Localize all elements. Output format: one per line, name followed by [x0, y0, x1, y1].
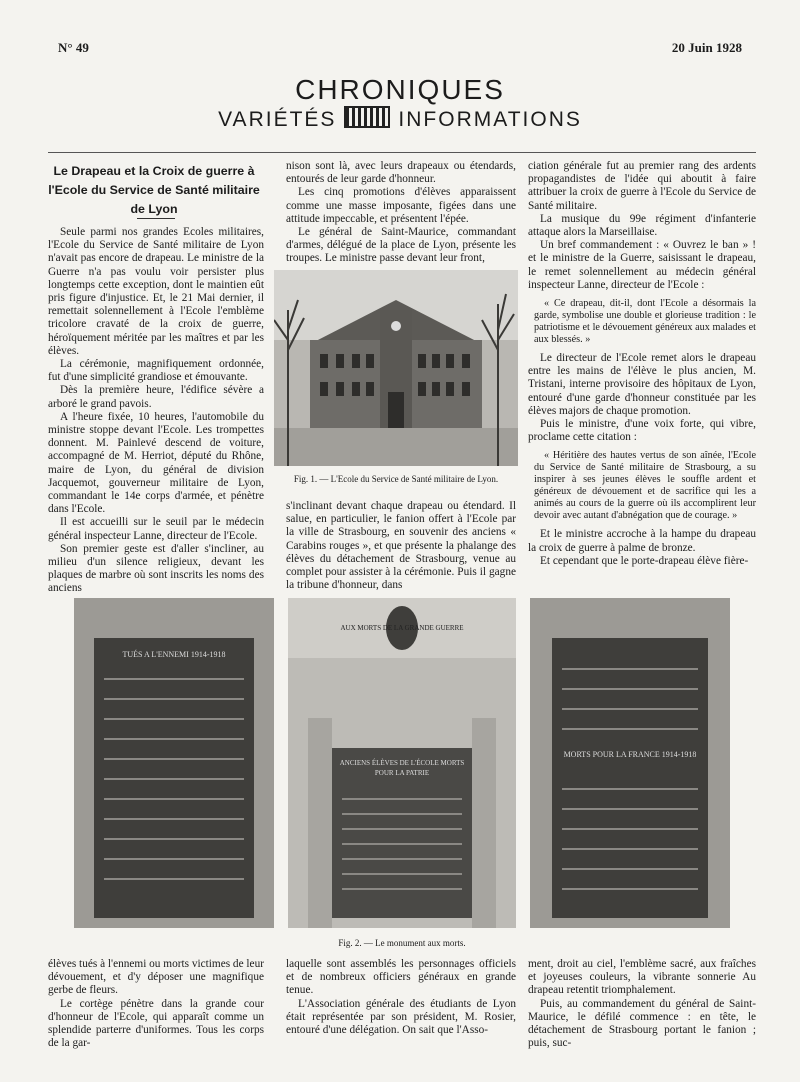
plaque-center [288, 598, 516, 928]
plaque-left [74, 598, 274, 928]
title-rule [137, 218, 175, 219]
memorial-plaque-icon [74, 598, 274, 928]
paragraph: Le cortège pénètre dans la grande cour d'honneur de l'Ecole, qui apparaît comme un splendide parterre d'uniformes. Tous les corps de la gar- [48, 997, 264, 1050]
paragraph: Puis, au commandement du général de Saint-Maurice, le défilé commence : en tête, le détachement de Strasbourg portant le fanion ; puis, suc- [528, 997, 756, 1050]
paragraph: élèves tués à l'ennemi ou morts victimes de leur dévouement, et d'y déposer une magnifique gerbe de fleurs. [48, 958, 264, 997]
article-title: Le Drapeau et la Croix de guerre à l'Ecole du Service de Santé militaire de Lyon [48, 164, 260, 216]
minister-quote: « Ce drapeau, dit-il, dont l'Ecole a désormais la garde, symbolise une double et glorieuse tradition : le patriotisme et le dévouement généreux aux malades et aux blessés. » [534, 298, 756, 346]
paragraph: nison sont là, avec leurs drapeaux ou étendards, entourés de leur garde d'honneur. [286, 160, 516, 186]
paragraph: ciation générale fut au premier rang des ardents propagandistes de l'idée qui aboutit à faire attribuer la croix de guerre à l'Ecole du Service de Santé militaire. [528, 160, 756, 212]
paragraph: L'Association générale des étudiants de Lyon était représentée par son président, M. Rosier, entouré d'une délégation. On sait que l'Asso- [286, 997, 516, 1037]
paragraph: Et le ministre accroche à la hampe du drapeau la croix de guerre à palme de bronze. [528, 528, 756, 554]
paragraph: ment, droit au ciel, l'emblème sacré, aux fraîches et joyeuses couleurs, la vibrante sonnerie Au drapeau retentit triomphalement. [528, 958, 756, 997]
plaque-left-heading: TUÉS A L'ENNEMI 1914-1918 [122, 650, 226, 659]
citation-quote: « Héritière des hautes vertus de son aînée, l'Ecole du Service de Santé militaire de Strasbourg, a su inspirer à ses jeunes élèves le souffle ardent et généreux de dévouement et de sacrifice qui les a animés au cours de la guerre où ils accomplirent leur devoir avec autant d'abnégation que de courage. » [534, 450, 756, 522]
paragraph: Dès la première heure, l'édifice sévère a arboré le grand pavois. [48, 384, 264, 410]
issue-number: N° 49 [58, 40, 89, 55]
paragraph: La cérémonie, magnifiquement ordonnée, fut d'une simplicité grandiose et émouvante. [48, 358, 264, 384]
paragraph: Le général de Saint-Maurice, commandant d'armes, délégué de la place de Lyon, présente les troupes. Le ministre passe devant leur front, [286, 226, 516, 265]
paragraph: Et cependant que le porte-drapeau élève fière- [540, 554, 749, 567]
figure-1-caption: Fig. 1. — L'Ecole du Service de Santé militaire de Lyon. [293, 474, 499, 484]
paragraph: Seule parmi nos grandes Ecoles militaires, l'Ecole du Service de Santé militaire de Lyon n'avait pas encore de drapeau. Le ministre de la Guerre n'a pas voulu voir persister plus longtemps cette exception, dont le maintien eût pris figure d'injustice. Et, le 21 Mai dernier, il remettait solennellement à l'Ecole l'emblème tricolore cravaté de la croix de guerre, héroïquement méritée par les maîtres et par les élèves. [48, 226, 264, 357]
column-2-bottom [286, 500, 516, 592]
memorial-plaque-icon [530, 598, 730, 928]
paragraph: La musique du 99e régiment d'infanterie attaque alors la Marseillaise. [528, 212, 756, 239]
plaque-center-top: AUX MORTS DE LA GRANDE GUERRE [340, 624, 464, 632]
paragraph: Un bref commandement : « Ouvrez le ban » ! et le ministre de la Guerre, saisissant le drapeau, le remet solennellement au médecin général inspecteur Lanne, directeur de l'Ecole : [528, 239, 756, 291]
bottom-column-2 [286, 958, 516, 1037]
school-photo [274, 270, 518, 466]
column-2-top [286, 160, 516, 266]
paragraph: Puis le ministre, d'une voix forte, qui vibre, proclame cette citation : [528, 418, 756, 444]
column-3 [528, 160, 756, 568]
paragraph: Son premier geste est d'aller s'incliner, au milieu d'un silence religieux, devant les plaques de marbre où sont inscrits les noms des anciens [48, 542, 264, 595]
paragraph: s'inclinant devant chaque drapeau ou étendard. Il salue, en particulier, le fanion offert à l'Ecole par la ville de Strasbourg, en souvenir des anciens « Carabins rouges », et que présente la phalange des élèves du détachement de Strasbourg, venue au complet pour assister à la cérémonie. Puis il gagne la tribune d'honneur, dans [286, 500, 516, 592]
paragraph: laquelle sont assemblés les personnages officiels et de nombreux officiers généraux en grande tenue. [286, 958, 516, 997]
bottom-column-1 [48, 958, 264, 1050]
column-1 [48, 226, 264, 596]
masthead-subtitle [0, 106, 800, 132]
header-rule [48, 152, 756, 153]
masthead-right: INFORMATIONS [398, 108, 582, 131]
plaque-right-heading: MORTS POUR LA FRANCE 1914-1918 [563, 750, 697, 759]
paragraph: A l'heure fixée, 10 heures, l'automobile du ministre stoppe devant l'Ecole. Les trompettes donnent. M. Painlevé descend de voiture, accompagné de M. Herriot, député du Rhône, maire de Lyon, du général de division Jacquemot, gouverneur militaire de Lyon, commandant le 14e corps d'armée, et pénètre dans l'Ecole. [48, 410, 264, 516]
paragraph: Les cinq promotions d'élèves apparaissent comme une masse imposante, figées dans une attitude impeccable, et présentent l'épée. [286, 186, 516, 225]
masthead-left: VARIÉTÉS [218, 108, 337, 131]
school-building-icon [274, 270, 518, 466]
plaque-right [530, 598, 730, 928]
masthead-title: CHRONIQUES [295, 74, 505, 105]
figure-2-caption: Fig. 2. — Le monument aux morts. [338, 938, 466, 948]
paragraph: Le directeur de l'Ecole remet alors le drapeau entre les mains de l'élève le plus ancien, M. Tristani, interne provisoire des hôpitaux de Lyon, entouré d'une garde d'honneur constituée par les élèves majors de chaque promotion. [528, 352, 756, 417]
issue-date: 20 Juin 1928 [671, 40, 742, 55]
plaque-center-heading: ANCIENS ÉLÈVES DE L'ÉCOLE MORTS POUR LA PATRIE [339, 759, 465, 777]
paragraph: Il est accueilli sur le seuil par le médecin général inspecteur Lanne, directeur de l'Ecole. [48, 516, 264, 542]
ornament-icon [344, 106, 390, 128]
bottom-column-3 [528, 958, 756, 1050]
